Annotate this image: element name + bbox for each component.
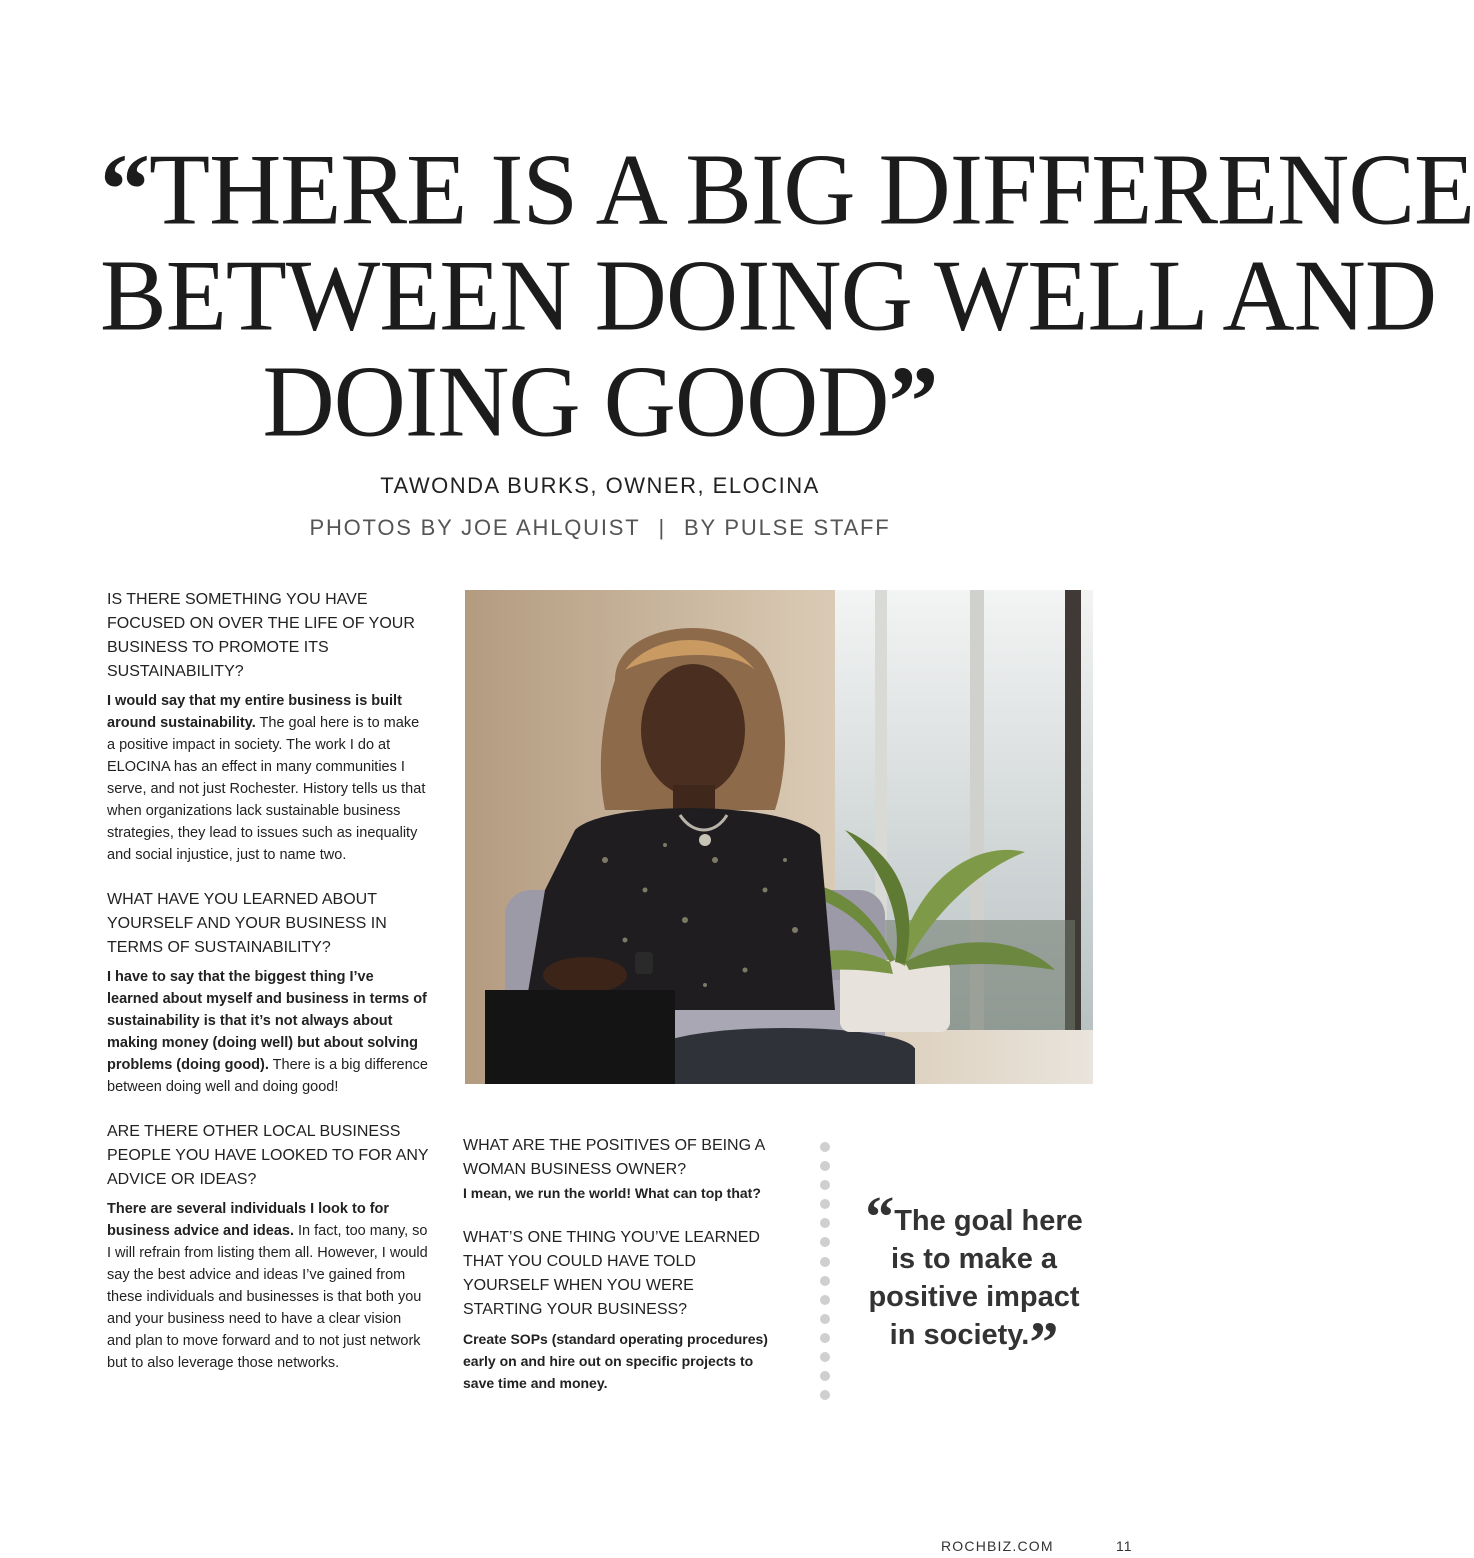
page-number: 11: [1116, 1538, 1133, 1554]
headline-line-3: [100, 344, 1100, 459]
headline-line-2: BETWEEN DOING WELL AND: [100, 238, 1437, 353]
answer-4: I mean, we run the world! What can top that?: [463, 1185, 761, 1201]
question-5: WHAT’S ONE THING YOU’VE LEARNED THAT YOU COULD HAVE TOLD YOURSELF WHEN YOU WERE STARTING YOUR BUSINESS?: [463, 1229, 760, 1318]
headline: [100, 132, 1474, 459]
answer-1-lead: I would say that my entire business is built around sustainability.: [107, 693, 402, 731]
divider-dot: [820, 1257, 830, 1267]
question-1: IS THERE SOMETHING YOU HAVE FOCUSED ON OVER THE LIFE OF YOUR BUSINESS TO PROMOTE ITS SUSTAINABILITY?: [107, 591, 415, 680]
divider-dot: [820, 1295, 830, 1305]
divider-dot: [820, 1142, 830, 1152]
question-4: WHAT ARE THE POSITIVES OF BEING A WOMAN BUSINESS OWNER?: [463, 1137, 765, 1178]
answer-1: [107, 690, 429, 866]
photo-credit: PHOTOS BY JOE AHLQUIST: [309, 515, 641, 540]
answer-3: [107, 1198, 429, 1374]
answer-2: [107, 966, 429, 1098]
divider-dot: [820, 1276, 830, 1286]
divider-dot: [820, 1390, 830, 1400]
footer-website: ROCHBIZ.COM: [941, 1538, 1054, 1554]
divider-dot: [820, 1371, 830, 1381]
question-3: ARE THERE OTHER LOCAL BUSINESS PEOPLE YOU HAVE LOOKED TO FOR ANY ADVICE OR IDEAS?: [107, 1123, 429, 1188]
divider-dot: [820, 1333, 830, 1343]
divider-dot: [820, 1352, 830, 1362]
question-2: WHAT HAVE YOU LEARNED ABOUT YOURSELF AND YOUR BUSINESS IN TERMS OF SUSTAINABILITY?: [107, 891, 387, 956]
pull-quote-open-mark: “: [865, 1184, 895, 1249]
headline-text-1: THERE IS A BIG DIFFERENCE: [149, 132, 1474, 247]
answer-1-body: The goal here is to make a positive impact in society. The work I do at ELOCINA has an effect in many communities I serve, and not just Rochester. History tells us that when organizations lack sustainable business strategies, they lead to issues such as inequality and social injustice, just to name two.: [107, 715, 426, 863]
portrait-photo: [465, 590, 1093, 1084]
pull-quote-text: The goal here is to make a positive impact in society.: [868, 1205, 1083, 1351]
divider-dot: [820, 1180, 830, 1190]
headline-close-quote: ”: [888, 344, 938, 459]
credits: [0, 515, 1200, 541]
author-credit: BY PULSE STAFF: [683, 515, 891, 540]
byline: TAWONDA BURKS, OWNER, ELOCINA: [380, 473, 820, 498]
left-column: [107, 588, 429, 1396]
divider-dot: [820, 1218, 830, 1228]
pull-quote: [858, 1184, 1090, 1375]
answer-5: Create SOPs (standard operating procedures) early on and hire out on specific projects to save time and money.: [463, 1331, 768, 1391]
answer-2-lead: I have to say that the biggest thing I’ve learned about myself and business in terms of sustainability is that it’s not always about making money (doing well) but about solving problems (doing good).: [107, 969, 427, 1073]
portrait-illustration: [465, 590, 1093, 1084]
credit-separator: |: [658, 515, 666, 540]
dotted-divider: [820, 1142, 832, 1409]
divider-dot: [820, 1314, 830, 1324]
headline-line-1: [100, 132, 1474, 247]
answer-3-body: In fact, too many, so I will refrain from listing them all. However, I would say the best advice and ideas I’ve gained from these individuals and businesses is that both you and your business need to have a clear vision and plan to move forward and to not just network but to also leverage those networks.: [107, 1223, 428, 1371]
divider-dot: [820, 1237, 830, 1247]
headline-text-3: DOING GOOD: [262, 344, 889, 459]
divider-dot: [820, 1161, 830, 1171]
headline-open-quote: “: [100, 132, 149, 247]
divider-dot: [820, 1199, 830, 1209]
middle-column: [463, 1134, 773, 1416]
answer-2-body: There is a big difference between doing well and doing good!: [107, 1057, 428, 1095]
pull-quote-close-mark: ”: [1029, 1310, 1059, 1375]
answer-3-lead: There are several individuals I look to for business advice and ideas.: [107, 1201, 390, 1239]
